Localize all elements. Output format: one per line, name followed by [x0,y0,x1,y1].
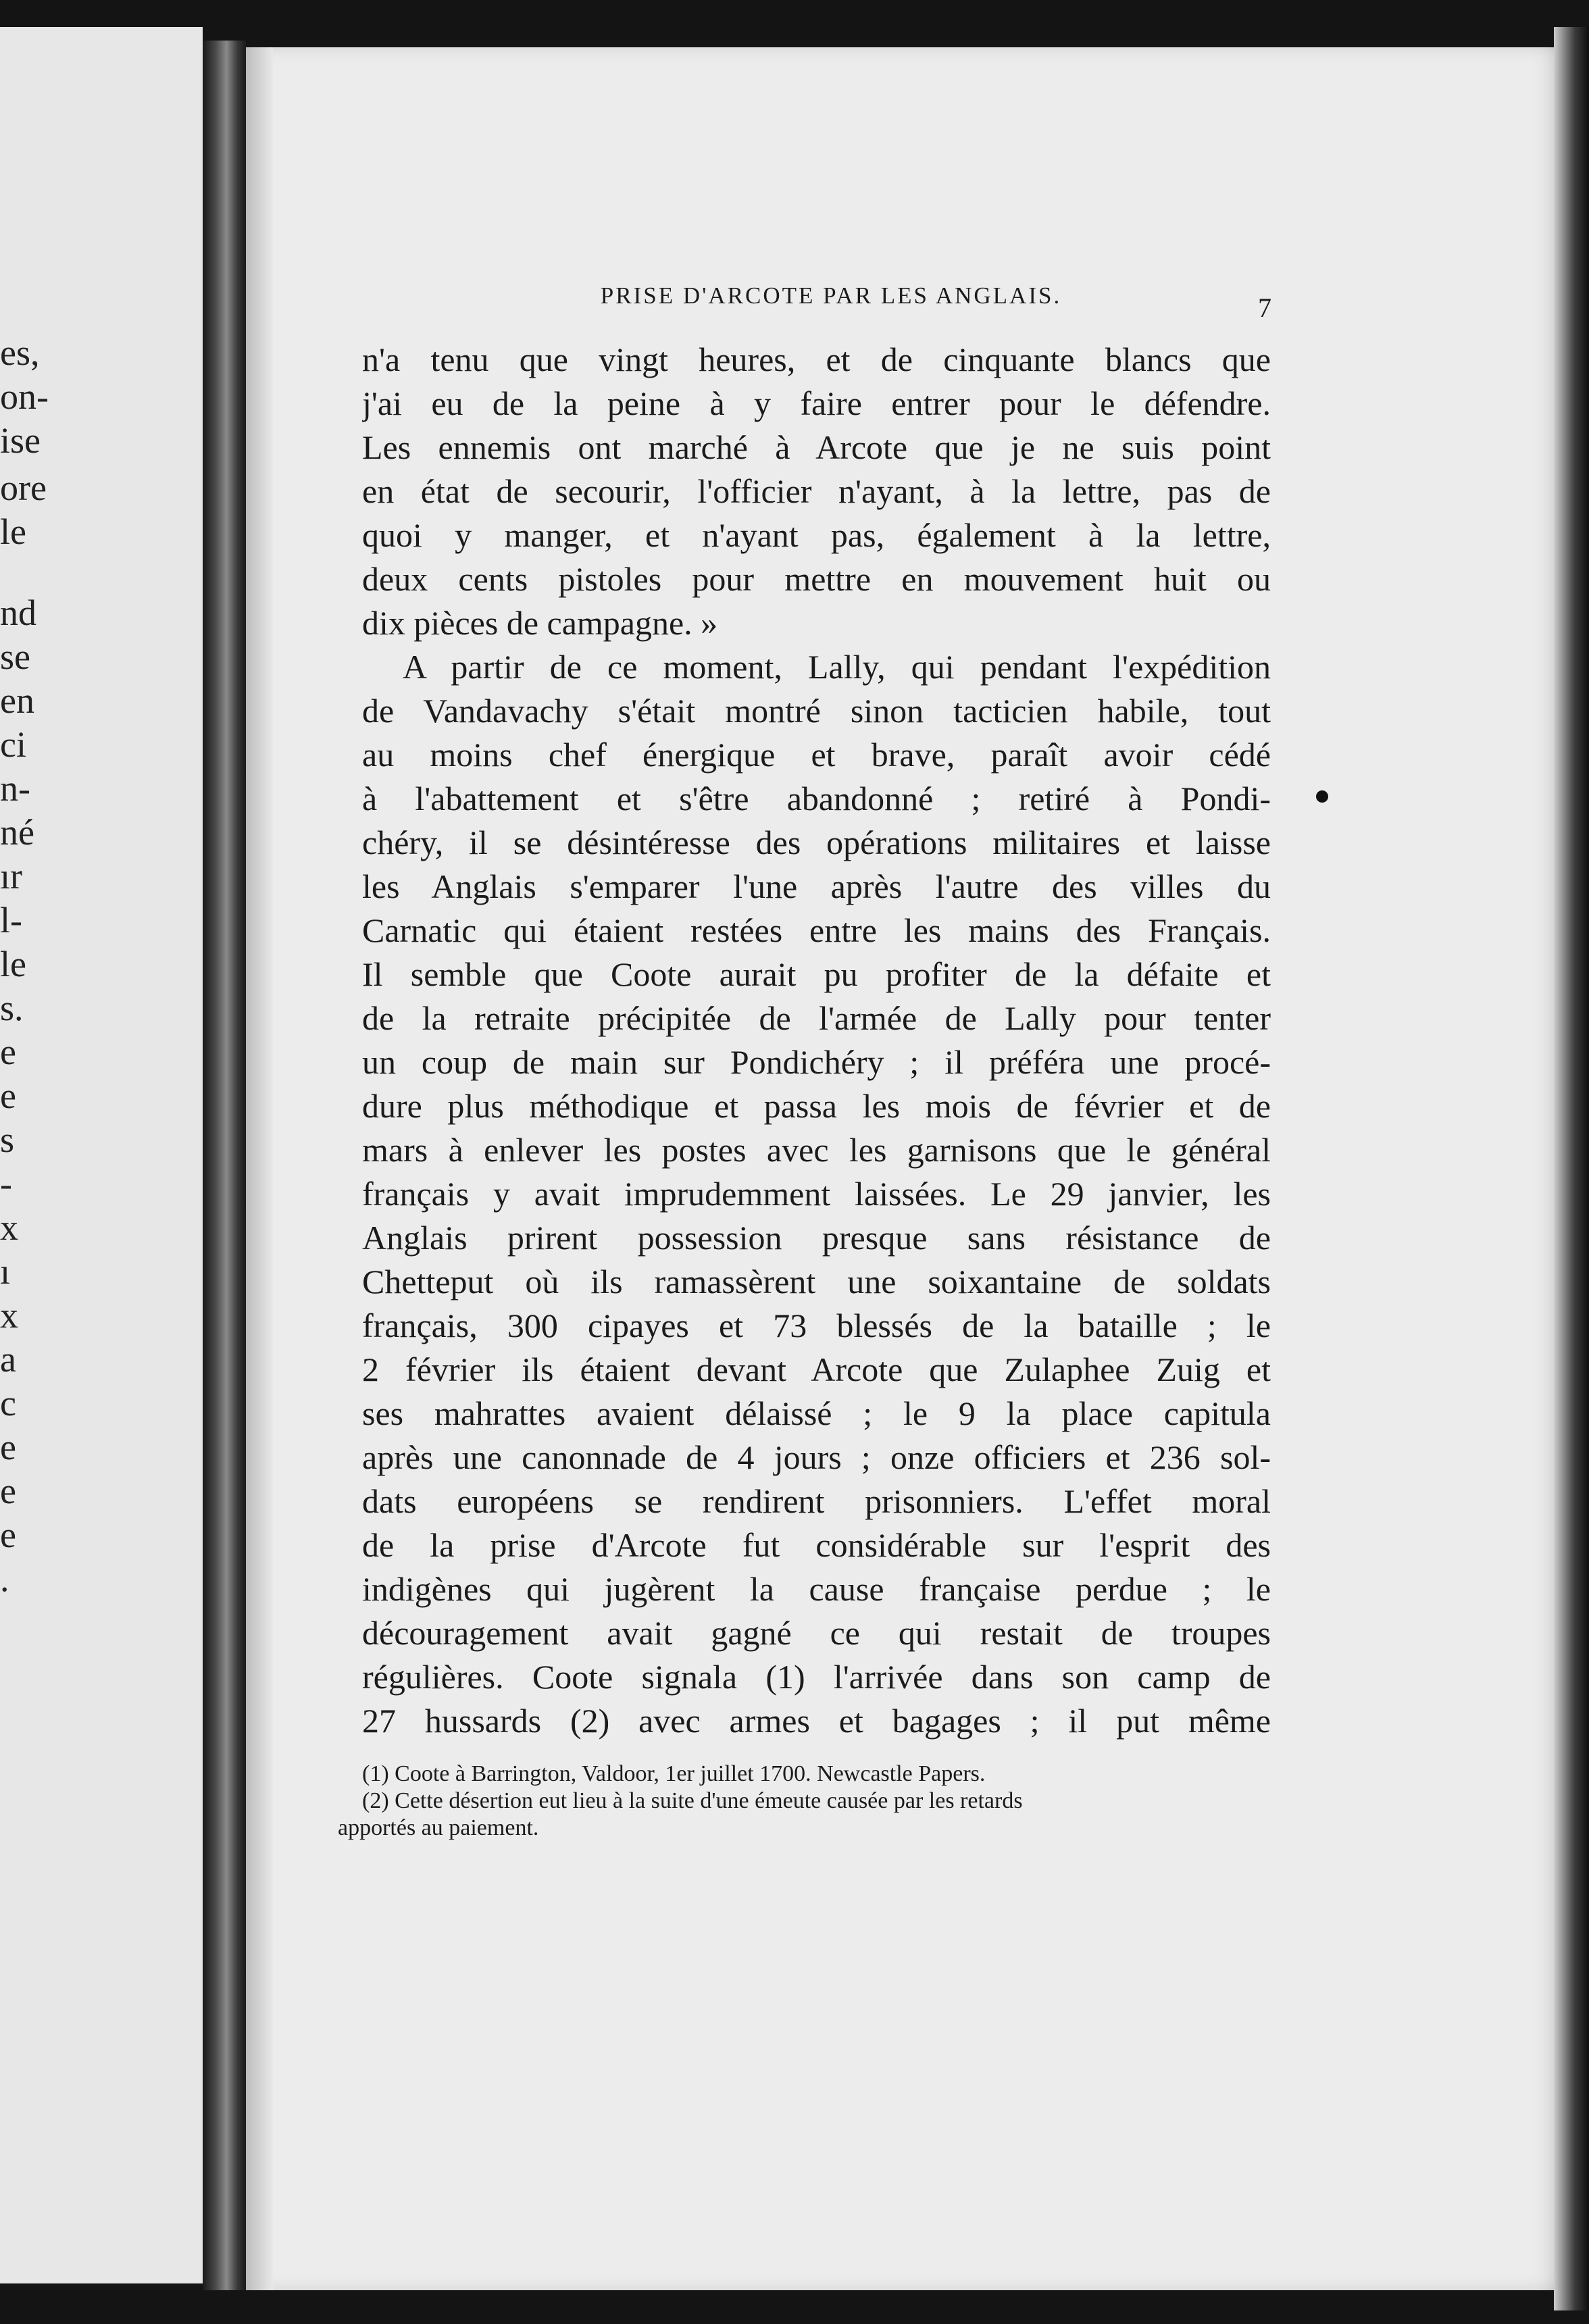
text-line: régulières. Coote signala (1) l'arrivée dans son camp de [362,1658,1271,1696]
text-line: Chetteput où ils ramassèrent une soixantaine de soldats [362,1263,1271,1300]
left-page-line-fragment: on- [0,376,49,417]
left-page-line-fragment: ır [0,856,22,896]
text-line: français, 300 cipayes et 73 blessés de la bataille ; le [362,1307,1271,1344]
text-line: deux cents pistoles pour mettre en mouvement huit ou [362,560,1271,598]
footnotes [338,1761,1270,1842]
text-line: les Anglais s'emparer l'une après l'autre des villes du [362,867,1271,905]
text-line: de la retraite précipitée de l'armée de Lally pour tenter [362,999,1271,1037]
left-page-line-fragment: ise [0,420,41,461]
text-line: 27 hussards (2) avec armes et bagages ; il put même [362,1702,1271,1740]
text-line: dix pièces de campagne. » [362,604,718,642]
margin-dot [1316,790,1328,803]
text-line: à l'abattement et s'être abandonné ; retiré à Pondi- [362,780,1271,817]
left-page-line-fragment: x [0,1295,18,1336]
book-gutter [203,41,246,2290]
left-page-line-fragment: ore [0,468,47,508]
text-line: un coup de main sur Pondichéry ; il préféra une procé- [362,1043,1271,1081]
text-line: découragement avait gagné ce qui restait de troupes [362,1614,1271,1652]
page-edge [1554,27,1589,2310]
left-page-line-fragment: s [0,1119,15,1160]
left-page-line-fragment: ci [0,724,26,765]
left-page-line-fragment: en [0,680,34,721]
left-page-line-fragment: le [0,944,26,984]
left-page-line-fragment: c [0,1383,16,1423]
text-line: indigènes qui jugèrent la cause française perdue ; le [362,1570,1271,1608]
running-head: PRISE D'ARCOTE PAR LES ANGLAIS. [600,282,1062,309]
left-page-line-fragment: l- [0,900,22,940]
footnote-2-continuation: apportés au paiement. [338,1815,539,1840]
text-line: mars à enlever les postes avec les garnisons que le général [362,1131,1271,1169]
body-text [362,338,1271,1743]
text-line: en état de secourir, l'officier n'ayant, à la lettre, pas de [362,472,1271,510]
text-line: Carnatic qui étaient restées entre les mains des Français. [362,911,1271,949]
left-page-line-fragment: e [0,1471,16,1511]
text-line: A partir de ce moment, Lally, qui pendant l'expédition [403,648,1271,686]
text-line: dure plus méthodique et passa les mois de février et de [362,1087,1271,1125]
left-page-line-fragment: es, [0,332,40,373]
left-page-line-fragment: né [0,812,34,853]
text-line: de Vandavachy s'était montré sinon tacticien habile, tout [362,692,1271,730]
page-number: 7 [1258,293,1271,323]
text-line: ses mahrattes avaient délaissé ; le 9 la place capitula [362,1394,1271,1432]
text-line: Les ennemis ont marché à Arcote que je ne suis point [362,428,1271,466]
left-page-line-fragment: nd [0,592,36,633]
left-page-line-fragment: e [0,1515,16,1555]
text-line: 2 février ils étaient devant Arcote que Zulaphee Zuig et [362,1350,1271,1388]
footnote-2: (2) Cette désertion eut lieu à la suite d'une émeute causée par les retards [362,1788,1023,1813]
text-line: dats européens se rendirent prisonniers. L'effet moral [362,1482,1271,1520]
left-page-line-fragment: e [0,1032,16,1072]
text-line: quoi y manger, et n'ayant pas, également à la lettre, [362,516,1271,554]
left-page-fragment [0,27,203,2283]
left-page-line-fragment: se [0,636,30,677]
gutter-shadow [246,47,273,2290]
left-page-line-fragment: le [0,511,26,552]
left-page-line-fragment: n- [0,768,30,809]
left-page-line-fragment: e [0,1076,16,1116]
text-line: français y avait imprudemment laissées. Le 29 janvier, les [362,1175,1271,1213]
text-line: Il semble que Coote aurait pu profiter de la défaite et [362,955,1271,993]
left-page-line-fragment: e [0,1427,16,1467]
left-page-line-fragment: . [0,1559,9,1599]
left-page-line-fragment: a [0,1339,16,1380]
text-line: au moins chef énergique et brave, paraît avoir cédé [362,736,1271,774]
text-line: j'ai eu de la peine à y faire entrer pour le défendre. [362,384,1271,422]
left-page-line-fragment: s. [0,988,24,1028]
left-page-text [0,27,203,2283]
text-line: n'a tenu que vingt heures, et de cinquante blancs que [362,340,1271,378]
text-line: chéry, il se désintéresse des opérations militaires et laisse [362,824,1271,861]
text-line: de la prise d'Arcote fut considérable sur l'esprit des [362,1526,1271,1564]
left-page-line-fragment: - [0,1163,12,1204]
footnote-1: (1) Coote à Barrington, Valdoor, 1er juillet 1700. Newcastle Papers. [362,1761,986,1786]
left-page-line-fragment: ı [0,1251,11,1292]
left-page-line-fragment: x [0,1207,18,1248]
text-line: après une canonnade de 4 jours ; onze officiers et 236 sol- [362,1438,1271,1476]
text-line: Anglais prirent possession presque sans résistance de [362,1219,1271,1257]
